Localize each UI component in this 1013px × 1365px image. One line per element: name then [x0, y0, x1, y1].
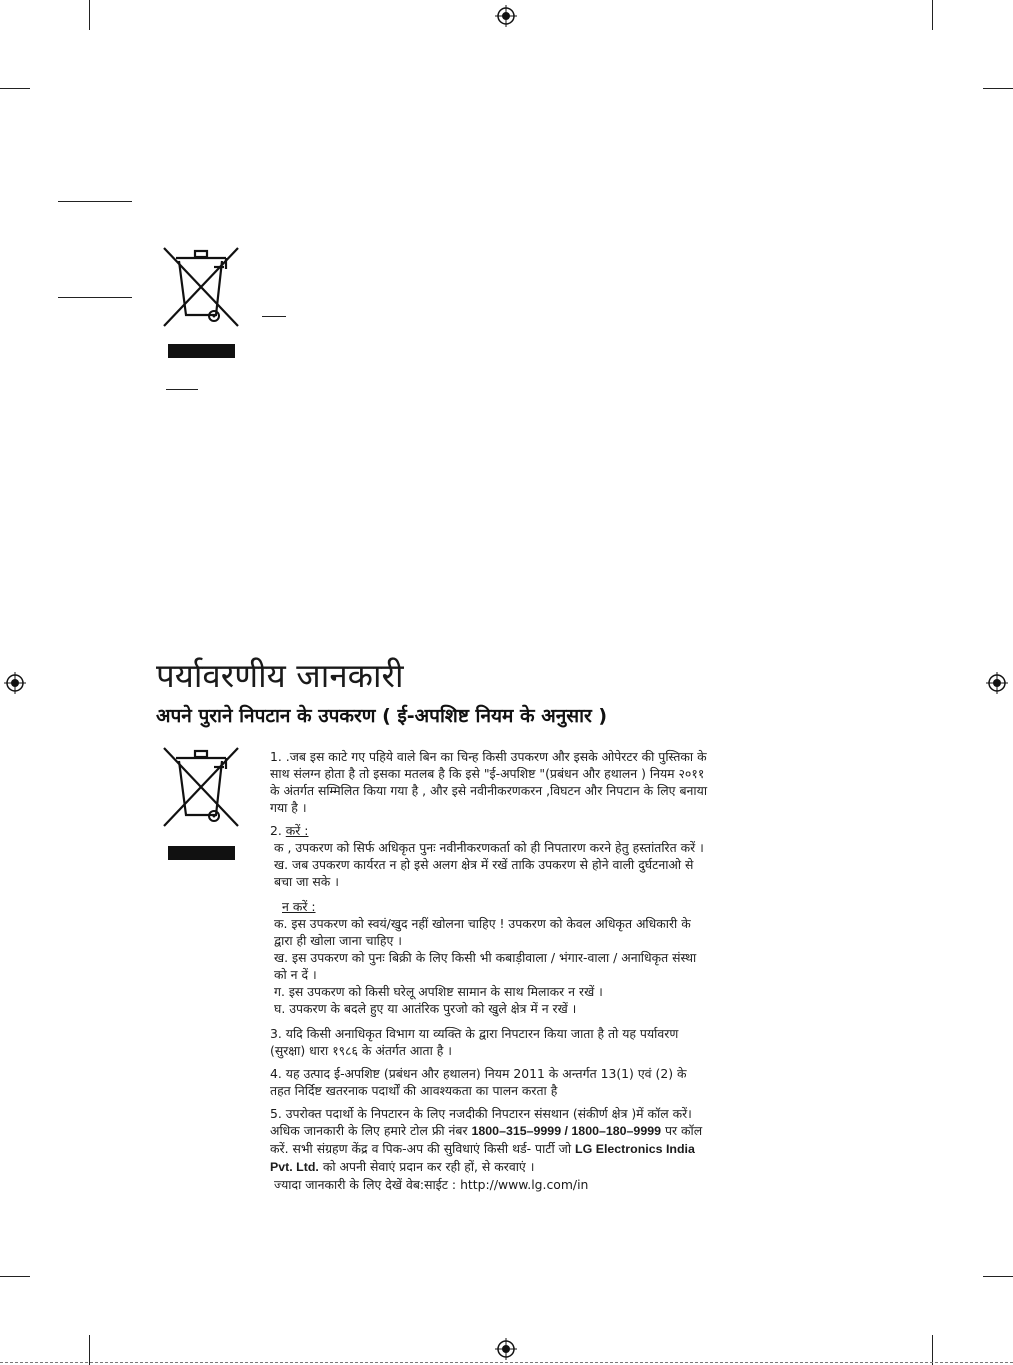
dos-item-kha: ख. जब उपकरण कार्यरत न हो इसे अलग क्षेत्र में रखें ताकि उपकरण से होने वाली दुर्घटनाओ से बचा जा सके । [274, 857, 694, 889]
section-4: 4. यह उत्पाद ई-अपशिष्ट (प्रबंधन और हथालन) नियम 2011 के अन्तर्गत 13(1) एवं (2) के तहत निर्दिष्ट खतरनाक पदार्थों की आवश्यकता का पालन करता है [270, 1066, 687, 1098]
donts-heading: न करें : [282, 899, 316, 914]
crop-mark-right-top [983, 88, 1013, 89]
short-underline [166, 389, 198, 390]
divider-rule [58, 297, 132, 298]
registration-mark-icon [495, 1338, 517, 1360]
donts-item-ka: क. इस उपकरण को स्वयं/खुद नहीं खोलना चाहिए ! उपकरण को केवल अधिकृत अधिकारी के द्वारा ही खोला जाना चाहिए । [274, 916, 691, 948]
black-bar [168, 344, 235, 358]
crop-mark-right-bottom [983, 1276, 1013, 1277]
divider-rule [58, 201, 132, 202]
page-title: पर्यावरणीय जानकारी [156, 656, 404, 695]
section-5-text-a: 5. उपरोक्त पदार्थो के निपटारन के लिए नजदीकी निपटारन संसथान (संकीर्ण क्षेत्र )में कॉल करें। अधिक जानकारी के लिए हमारे टोल फ्री नंबर [270, 1106, 692, 1138]
crop-mark-top-right [932, 0, 933, 30]
dos-heading: करें : [285, 823, 309, 838]
donts-item-kha: ख. इस उपकरण को पुनः बिक्री के लिए किसी भी कबाड़ीवाला / भंगार-वाला / अनाधिकृत संस्था को न दें । [274, 950, 697, 982]
section-5-text-b: पर कॉल करें. सभी संग्रहण केंद्र व पिक-अप की सुविधाएं किसी थर्ड- पार्टी जो [270, 1123, 703, 1156]
toll-free-number: 1800–315–9999 / 1800–180–9999 [471, 1124, 661, 1138]
crop-mark-top-left [89, 0, 90, 30]
short-underline [262, 316, 286, 317]
disposal-information [270, 748, 710, 1193]
section-5-text-c: को अपनी सेवाएं प्रदान कर रही हों, से करवाएं । [322, 1159, 535, 1174]
crop-mark-left-top [0, 88, 30, 89]
donts-item-gha: घ. उपकरण के बदले हुए या आतंरिक पुरजो को खुले क्षेत्र में न रखें । [274, 1001, 577, 1016]
black-bar [168, 846, 235, 860]
website-label: ज्यादा जानकारी के लिए देखें वेब:साईट : [274, 1177, 457, 1192]
company-name: LG Electronics India Pvt. Ltd. [270, 1142, 695, 1174]
trim-line [0, 1362, 1013, 1363]
registration-mark-icon [495, 5, 517, 27]
website-url[interactable]: http://www.lg.com/in [460, 1177, 589, 1192]
donts-item-ga: ग. इस उपकरण को किसी घरेलू अपशिष्ट सामान के साथ मिलाकर न रखें । [274, 984, 603, 999]
section-5 [270, 1105, 710, 1176]
crossed-out-wheelie-bin-icon [162, 245, 242, 331]
crop-mark-left-bottom [0, 1276, 30, 1277]
page-subtitle: अपने पुराने निपटान के उपकरण ( ई-अपशिष्ट नियम के अनुसार ) [156, 705, 608, 727]
dos-item-ka: क , उपकरण को सिर्फ अधिकृत पुनः नवीनीकरणकर्ता को ही निपतारण करने हेतु हस्तांतरित करें । [274, 840, 704, 855]
section-2-number: 2. [270, 823, 282, 838]
registration-mark-icon [986, 672, 1008, 694]
donts-heading-line [270, 898, 710, 915]
section-1: 1. .जब इस काटे गए पहिये वाले बिन का चिन्ह किसी उपकरण और इसके ओपेरटर की पुस्तिका के साथ संलग्न होता है तो इसका मतलब है कि इसे "ई-अपशिष्ट "(प्रबंधन और हथालन ) नियम २०११ के अंतर्गत सम्मिलित किया गया है , और इसे नवीनीकरणकरन ,विघटन और निपटान के लिए बनाया गया है । [270, 749, 708, 815]
website-line [270, 1176, 710, 1193]
section-2-heading [270, 822, 710, 839]
crossed-out-wheelie-bin-icon [162, 745, 242, 831]
crop-mark-bottom-right [932, 1335, 933, 1365]
registration-mark-icon [4, 672, 26, 694]
crop-mark-bottom-left [89, 1335, 90, 1365]
section-3: 3. यदि किसी अनाधिकृत विभाग या व्यक्ति के द्वारा निपटारन किया जाता है तो यह पर्यावरण (सुरक्षा) धारा १९८६ के अंतर्गत आता है । [270, 1026, 679, 1058]
